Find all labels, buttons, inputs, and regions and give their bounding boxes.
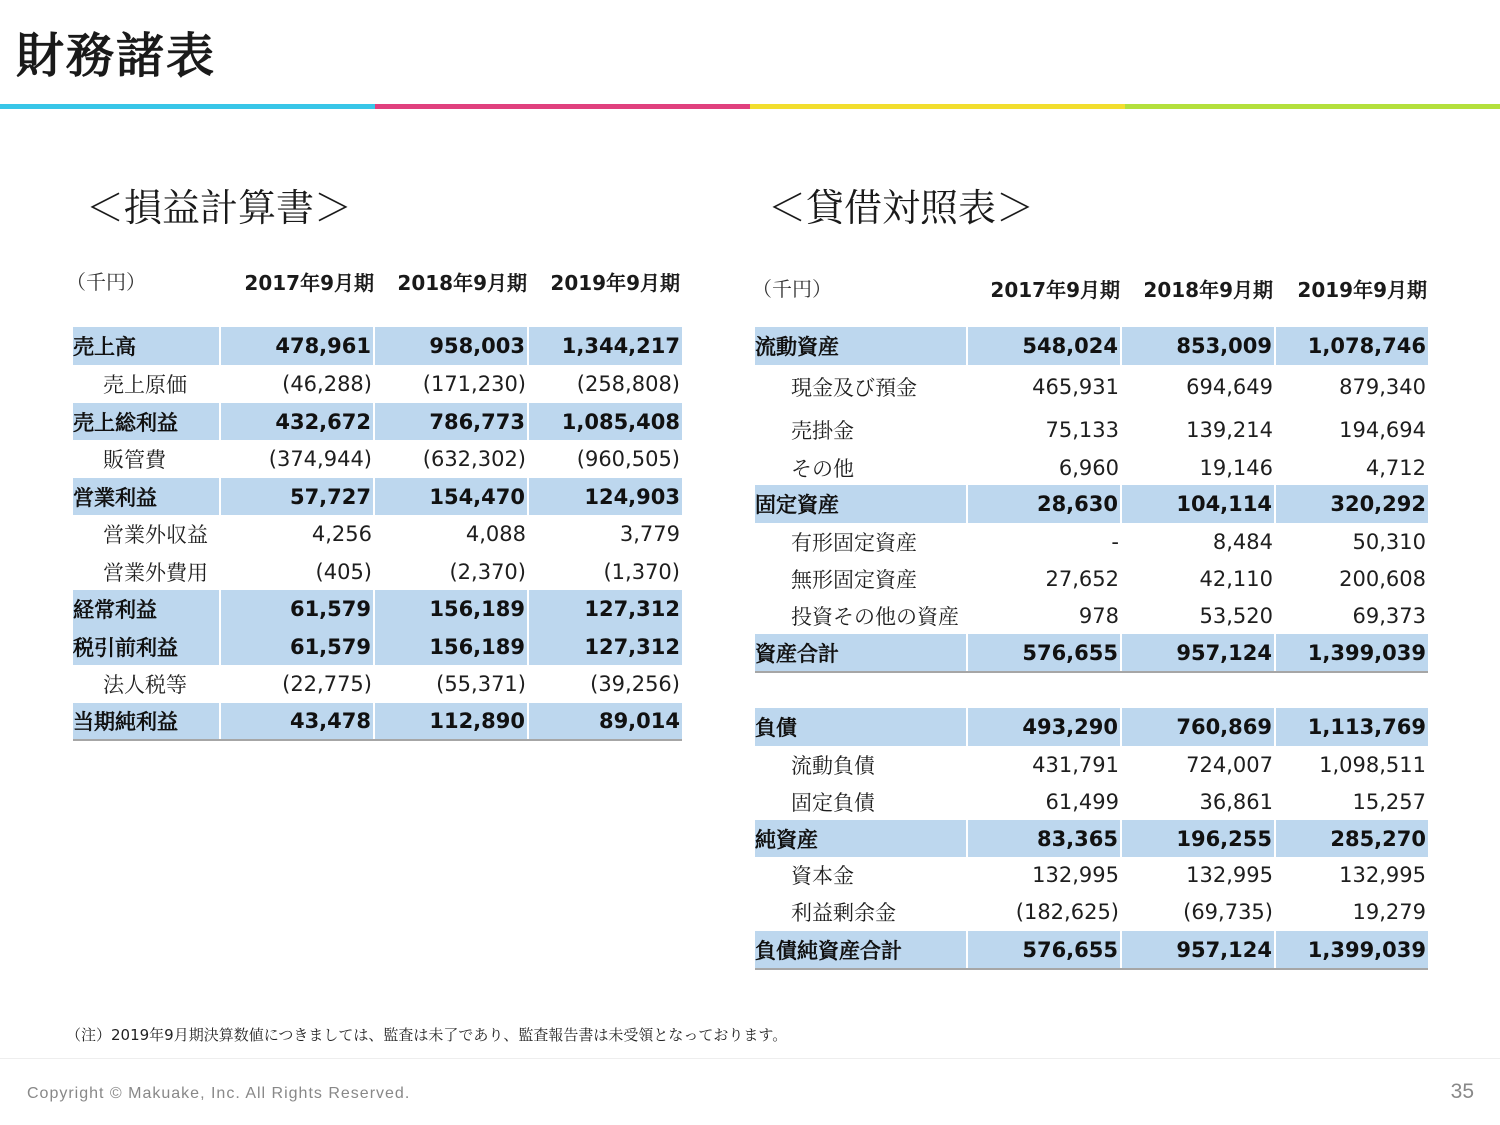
row-value: (1,370) bbox=[603, 559, 680, 584]
row-value: 1,399,039 bbox=[1275, 931, 1428, 969]
table-row bbox=[755, 857, 1428, 893]
row-label: 固定負債 bbox=[791, 790, 875, 815]
row-value: (39,256) bbox=[590, 672, 680, 696]
row-label: 売掛金 bbox=[791, 418, 854, 443]
row-value: 1,344,217 bbox=[528, 327, 682, 365]
row-value: 36,861 bbox=[1199, 789, 1273, 814]
row-label: 売上原価 bbox=[103, 373, 187, 397]
row-label: その他 bbox=[791, 456, 854, 481]
row-label: 当期純利益 bbox=[73, 703, 220, 740]
row-value: 139,214 bbox=[1186, 417, 1273, 442]
row-value: (55,371) bbox=[436, 672, 526, 696]
row-value: 104,114 bbox=[1121, 485, 1275, 523]
balance-sheet-liabilities-table bbox=[755, 708, 1428, 970]
table-row bbox=[73, 478, 682, 515]
row-label: 投資その他の資産 bbox=[791, 604, 959, 629]
row-value: 3,779 bbox=[619, 522, 680, 546]
row-value: 548,024 bbox=[967, 327, 1121, 365]
row-value: 42,110 bbox=[1199, 567, 1273, 591]
row-value: (2,370) bbox=[449, 559, 526, 584]
row-value: 1,085,408 bbox=[528, 403, 682, 440]
row-value: 958,003 bbox=[374, 327, 528, 365]
row-value: 127,312 bbox=[528, 628, 682, 665]
row-value: 200,608 bbox=[1339, 567, 1426, 591]
row-label: 営業利益 bbox=[73, 478, 220, 515]
row-value: 61,499 bbox=[1045, 789, 1119, 814]
row-value: 127,312 bbox=[528, 590, 682, 628]
row-value: (22,775) bbox=[282, 672, 372, 696]
row-value: 493,290 bbox=[967, 708, 1121, 746]
page-number: 35 bbox=[1450, 1080, 1474, 1103]
table-row bbox=[755, 485, 1428, 523]
table-row bbox=[755, 634, 1428, 672]
row-value: 786,773 bbox=[374, 403, 528, 440]
row-value: 194,694 bbox=[1339, 417, 1426, 442]
page-title: 財務諸表 bbox=[16, 28, 217, 84]
row-label: 経常利益 bbox=[73, 590, 220, 628]
row-value: 853,009 bbox=[1121, 327, 1275, 365]
row-label: 資産合計 bbox=[755, 634, 967, 672]
row-value: 53,520 bbox=[1199, 603, 1273, 628]
table-row bbox=[73, 665, 682, 703]
pl-unit-label: （千円） bbox=[66, 270, 146, 294]
row-value: (171,230) bbox=[422, 372, 526, 396]
pl-col-header-2018: 2018年9月期 bbox=[397, 271, 527, 295]
row-value: 132,995 bbox=[1186, 863, 1273, 887]
row-label: 売上高 bbox=[73, 327, 220, 365]
table-row bbox=[73, 365, 682, 403]
row-value: 1,078,746 bbox=[1275, 327, 1428, 365]
row-value: 957,124 bbox=[1121, 634, 1275, 672]
bs-section-title: ＜貸借対照表＞ bbox=[768, 186, 1035, 230]
table-row bbox=[73, 440, 682, 478]
color-bar-segment-4 bbox=[1125, 104, 1500, 109]
row-value: 4,256 bbox=[311, 522, 372, 546]
row-value: (46,288) bbox=[282, 372, 372, 396]
bs-col-header-2018: 2018年9月期 bbox=[1143, 278, 1273, 302]
row-value: 4,088 bbox=[465, 522, 526, 546]
row-label: 流動負債 bbox=[791, 753, 875, 778]
row-label: 営業外費用 bbox=[103, 560, 208, 585]
pl-section-title: ＜損益計算書＞ bbox=[86, 186, 353, 230]
row-value: 694,649 bbox=[1186, 375, 1273, 399]
row-value: 1,399,039 bbox=[1275, 634, 1428, 672]
table-row bbox=[73, 515, 682, 553]
row-label: 販管費 bbox=[103, 448, 166, 472]
footnote: （注）2019年9月期決算数値につきましては、監査は未了であり、監査報告書は未受領となっております。 bbox=[66, 1026, 788, 1044]
row-label: 法人税等 bbox=[103, 673, 187, 697]
table-row bbox=[755, 561, 1428, 597]
income-statement-table bbox=[73, 327, 682, 741]
table-row bbox=[755, 893, 1428, 931]
row-value: (182,625) bbox=[1015, 900, 1119, 924]
table-row bbox=[755, 820, 1428, 857]
row-value: (960,505) bbox=[576, 447, 680, 471]
row-label: 営業外収益 bbox=[103, 523, 208, 547]
row-label: 無形固定資産 bbox=[791, 568, 917, 592]
pl-col-header-2017: 2017年9月期 bbox=[244, 271, 374, 295]
row-value: 89,014 bbox=[528, 703, 682, 740]
bs-unit-label: （千円） bbox=[752, 277, 832, 301]
row-value: 724,007 bbox=[1186, 752, 1273, 777]
table-row bbox=[73, 553, 682, 590]
color-accent-bar bbox=[0, 104, 1500, 109]
row-value: 432,672 bbox=[220, 403, 374, 440]
row-value: 760,869 bbox=[1121, 708, 1275, 746]
row-label: 税引前利益 bbox=[73, 628, 220, 665]
table-row bbox=[73, 590, 682, 628]
row-value: 465,931 bbox=[1032, 375, 1119, 399]
row-label: 負債 bbox=[755, 708, 967, 746]
row-value: 132,995 bbox=[1032, 863, 1119, 887]
row-value: 1,113,769 bbox=[1275, 708, 1428, 746]
row-value: 50,310 bbox=[1352, 530, 1426, 554]
row-value: - bbox=[1111, 530, 1119, 554]
row-label: 流動資産 bbox=[755, 327, 967, 365]
table-row bbox=[755, 450, 1428, 485]
row-value: 320,292 bbox=[1275, 485, 1428, 523]
bs-col-header-2017: 2017年9月期 bbox=[990, 278, 1120, 302]
table-row bbox=[755, 783, 1428, 820]
color-bar-segment-1 bbox=[0, 104, 375, 109]
balance-sheet-assets-table bbox=[755, 327, 1428, 673]
row-value: (374,944) bbox=[268, 447, 372, 471]
row-value: 15,257 bbox=[1352, 789, 1426, 814]
table-row bbox=[755, 409, 1428, 450]
row-value: 132,995 bbox=[1339, 863, 1426, 887]
row-label: 負債純資産合計 bbox=[755, 931, 967, 969]
row-value: 83,365 bbox=[967, 820, 1121, 857]
footer-divider bbox=[0, 1058, 1500, 1059]
table-row bbox=[73, 327, 682, 365]
row-label: 有形固定資産 bbox=[791, 531, 917, 555]
row-value: 112,890 bbox=[374, 703, 528, 740]
table-row bbox=[73, 628, 682, 665]
row-value: 27,652 bbox=[1045, 567, 1119, 591]
table-row bbox=[755, 365, 1428, 409]
row-label: 利益剰余金 bbox=[791, 901, 896, 925]
row-label: 固定資産 bbox=[755, 485, 967, 523]
row-value: 8,484 bbox=[1212, 530, 1273, 554]
row-value: 576,655 bbox=[967, 634, 1121, 672]
row-value: 28,630 bbox=[967, 485, 1121, 523]
row-label: 現金及び預金 bbox=[791, 376, 917, 400]
row-value: 124,903 bbox=[528, 478, 682, 515]
row-value: 61,579 bbox=[220, 590, 374, 628]
bs-col-header-2019: 2019年9月期 bbox=[1297, 278, 1427, 302]
table-row bbox=[755, 746, 1428, 783]
pl-col-header-2019: 2019年9月期 bbox=[550, 271, 680, 295]
row-value: 69,373 bbox=[1352, 603, 1426, 628]
table-row bbox=[755, 931, 1428, 969]
row-value: 43,478 bbox=[220, 703, 374, 740]
table-row bbox=[73, 403, 682, 440]
copyright-text: Copyright © Makuake, Inc. All Rights Reserved. bbox=[27, 1085, 411, 1102]
table-row bbox=[73, 703, 682, 740]
table-row bbox=[755, 523, 1428, 561]
row-value: 57,727 bbox=[220, 478, 374, 515]
row-value: 19,279 bbox=[1352, 900, 1426, 924]
row-value: 431,791 bbox=[1032, 752, 1119, 777]
row-value: 4,712 bbox=[1365, 455, 1426, 480]
row-value: (258,808) bbox=[576, 372, 680, 396]
row-label: 売上総利益 bbox=[73, 403, 220, 440]
row-value: 61,579 bbox=[220, 628, 374, 665]
row-value: 957,124 bbox=[1121, 931, 1275, 969]
row-value: 19,146 bbox=[1199, 455, 1273, 480]
row-value: 6,960 bbox=[1058, 455, 1119, 480]
row-value: 154,470 bbox=[374, 478, 528, 515]
row-value: 879,340 bbox=[1339, 375, 1426, 399]
row-label: 純資産 bbox=[755, 820, 967, 857]
color-bar-segment-3 bbox=[750, 104, 1125, 109]
row-value: 156,189 bbox=[374, 590, 528, 628]
row-value: (632,302) bbox=[422, 447, 526, 471]
row-label: 資本金 bbox=[791, 864, 854, 888]
color-bar-segment-2 bbox=[375, 104, 750, 109]
row-value: 1,098,511 bbox=[1319, 752, 1426, 777]
row-value: 576,655 bbox=[967, 931, 1121, 969]
row-value: 978 bbox=[1078, 603, 1119, 628]
table-row bbox=[755, 597, 1428, 634]
row-value: (69,735) bbox=[1183, 900, 1273, 924]
row-value: 285,270 bbox=[1275, 820, 1428, 857]
row-value: 75,133 bbox=[1045, 417, 1119, 442]
row-value: 196,255 bbox=[1121, 820, 1275, 857]
table-row bbox=[755, 708, 1428, 746]
row-value: (405) bbox=[315, 559, 372, 584]
row-value: 156,189 bbox=[374, 628, 528, 665]
table-row bbox=[755, 327, 1428, 365]
row-value: 478,961 bbox=[220, 327, 374, 365]
